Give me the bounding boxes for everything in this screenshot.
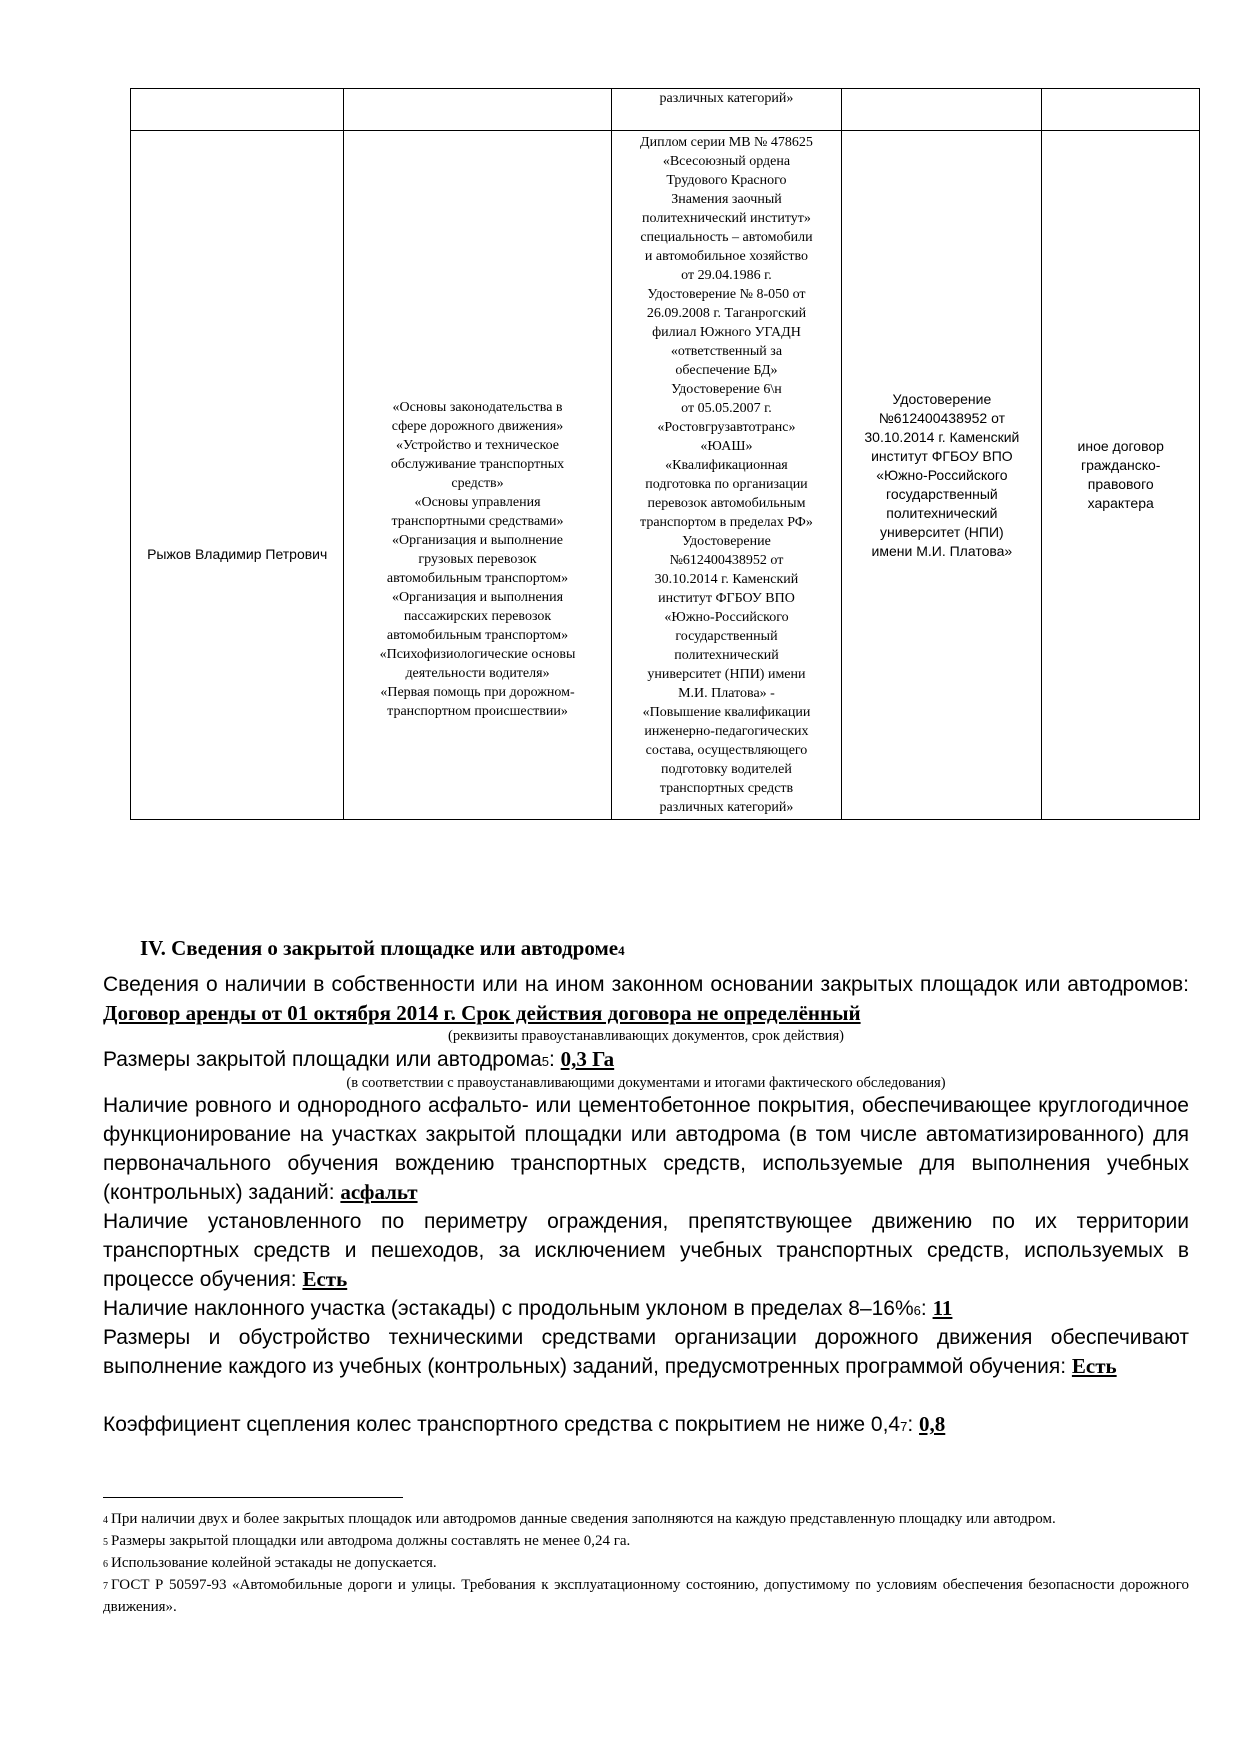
- paragraph-size: Размеры закрытой площадки или автодрома5: 0,3 Га: [103, 1047, 615, 1071]
- table-cell: [131, 89, 344, 131]
- footnote-item: 6 Использование колейной эстакады не допускается.: [103, 1555, 437, 1571]
- friction-value: 0,8: [919, 1412, 946, 1436]
- footnote-item: 7 ГОСТ Р 50597-93 «Автомобильные дороги и улицы. Требования к эксплуатационному состоянию, допустимому по условиям обеспечения безопасности дорожного движения».: [103, 1577, 1189, 1615]
- contract-cell: иное договор гражданско- правового характера: [1042, 131, 1200, 820]
- section-title: IV. Сведения о закрытой площадке или автодроме4: [140, 936, 625, 960]
- paragraph-surface: Наличие ровного и однородного асфальто- или цементобетонное покрытия, обеспечивающее круглогодичное функционирование на участках закрытой площадки или автодрома (в том числе автоматизированного) для первоначального обучения вождению транспортных средств, используемые для выполнения учебных (контрольных) заданий: асфальт: [103, 1094, 1189, 1204]
- education-cell: Диплом серии МВ № 478625 «Всесоюзный ордена Трудового Красного Знамения заочный политехнический институт» специальность – автомобили и автомобильное хозяйство от 29.04.1986 г. Удостоверение № 8-050 от 26.09.2008 г. Таганрогский филиал Южного УГАДН «ответственный за обеспечение БД» Удостоверение 6\н от 05.05.2007 г. «Ростовгрузавтотранс» «ЮАШ» «Квалификационная подготовка по организации перевозок автомобильным транспортом в пределах РФ» Удостоверение №612400438952 от 30.10.2014 г. Каменский институт ФГБОУ ВПО «Южно-Российского государственный политехнический университет (НПИ) имени М.И. Платова» - «Повышение квалификации инженерно-педагогических состава, осуществляющего подготовку водителей транспортных средств различных категорий»: [611, 131, 842, 820]
- table-row: [131, 89, 1200, 131]
- paragraph-lease: Сведения о наличии в собственности или на ином законном основании закрытых площадок или автодромов: Договор аренды от 01 октября 2014 г. Срок действия договора не определённый: [103, 973, 1189, 1025]
- size-value: 0,3 Га: [560, 1047, 615, 1071]
- surface-value: асфальт: [340, 1180, 418, 1204]
- paragraph-fence: Наличие установленного по периметру ограждения, препятствующее движению по их территории транспортных средств и пешеходов, за исключением учебных транспортных средств, используемых в процессе обучения: Есть: [103, 1210, 1189, 1291]
- lease-value: Договор аренды от 01 октября 2014 г. Срок действия договора не определённый: [103, 1001, 861, 1025]
- paragraph-slope: Наличие наклонного участка (эстакады) с продольным уклоном в пределах 8–16%6: 11: [103, 1296, 953, 1320]
- lease-note: (реквизиты правоустанавливающих документов, срок действия): [448, 1028, 844, 1044]
- instructor-name: Рыжов Владимир Петрович: [131, 131, 344, 820]
- table-cell: различных категорий»: [611, 89, 842, 131]
- footnote-divider: [103, 1497, 403, 1498]
- footnote-item: 4 При наличии двух и более закрытых площадок или автодромов данные сведения заполняются на каждую представленную площадку или автодром.: [103, 1511, 1056, 1527]
- footnote-item: 5 Размеры закрытой площадки или автодрома должны составлять не менее 0,24 га.: [103, 1533, 631, 1549]
- subjects-cell: «Основы законодательства в сфере дорожного движения» «Устройство и техническое обслуживание транспортных средств» «Основы управления транспортными средствами» «Организация и выполнение грузовых перевозок автомобильным транспортом» «Организация и выполнения пассажирских перевозок автомобильным транспортом» «Психофизиологические основы деятельности водителя» «Первая помощь при дорожном- транспортном происшествии»: [344, 131, 611, 820]
- table-cell: [842, 89, 1042, 131]
- staff-table: [130, 88, 1200, 820]
- footnotes: [103, 1509, 1189, 1617]
- paragraph-friction: Коэффициент сцепления колес транспортного средства с покрытием не ниже 0,47: 0,8: [103, 1412, 946, 1436]
- certificate-cell: Удостоверение №612400438952 от 30.10.2014 г. Каменский институт ФГБОУ ВПО «Южно-Российского государственный политехнический университет (НПИ) имени М.И. Платова»: [842, 131, 1042, 820]
- table-cell: [1042, 89, 1200, 131]
- table-cell: [344, 89, 611, 131]
- paragraph-equipment: Размеры и обустройство техническими средствами организации дорожного движения обеспечивают выполнение каждого из учебных (контрольных) заданий, предусмотренных программой обучения: Есть: [103, 1326, 1189, 1378]
- slope-value: 11: [932, 1296, 953, 1320]
- equipment-value: Есть: [1071, 1354, 1117, 1378]
- fence-value: Есть: [302, 1267, 348, 1291]
- size-note: (в соответствии с правоустанавливающими документами и итогами фактического обследования): [346, 1075, 946, 1091]
- table-row: [131, 131, 1200, 820]
